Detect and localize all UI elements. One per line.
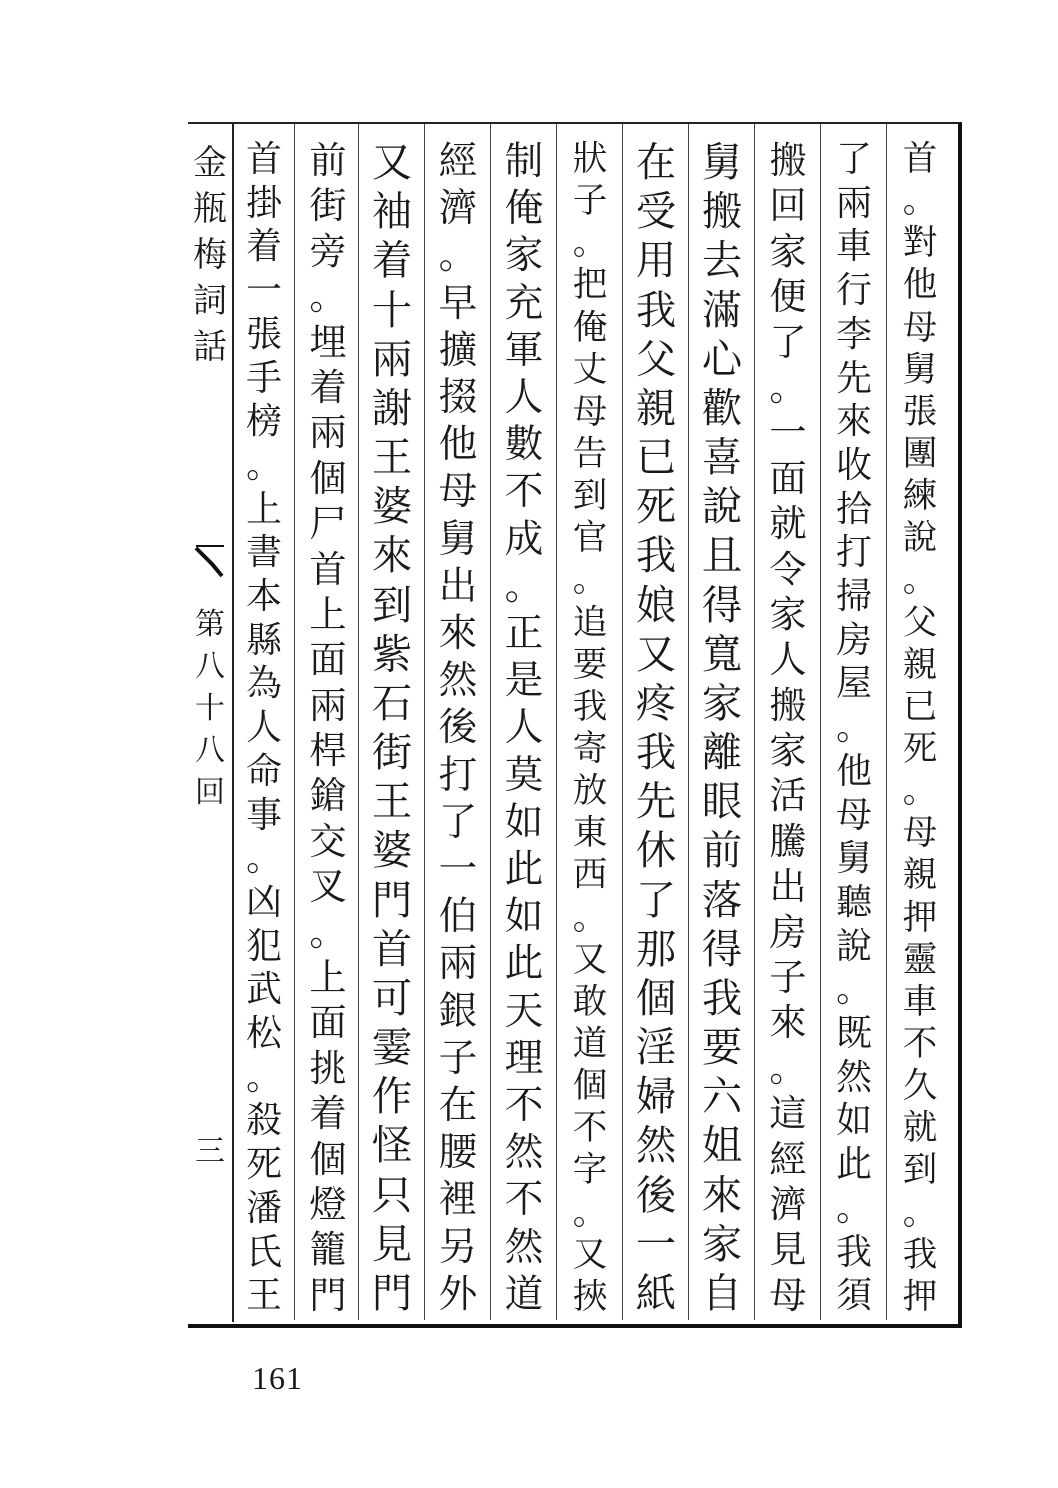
column-rule: [294, 124, 295, 1320]
banxin-chapter: 第 八 十 八 回: [195, 607, 225, 810]
text-column-11: 首 掛 着 一 張 手 榜 。 上 書 本 縣 為 人 命 事 。 凶 犯 武 松 。 殺 死 潘 氏 王: [246, 139, 282, 1317]
text-column-9: 又 袖 着 十 兩 謝 王 婆 來 到 紫 石 街 王 婆 門 首 可 霎 作 怪 只 見 門: [371, 139, 413, 1317]
text-column-7: 制 俺 家 充 軍 人 數 不 成 。 正 是 人 莫 如 此 如 此 天 理 不 然 不 然 道: [504, 139, 544, 1317]
text-column-10: 前 街 旁 。 埋 着 兩 個 尸 首 上 面 兩 桿 鎗 交 叉 。 上 面 挑 着 個 燈 籠 門: [309, 138, 347, 1317]
column-rule: [622, 124, 623, 1320]
banxin-leaf-number: 三: [195, 1134, 225, 1169]
text-column-5: 在 受 用 我 父 親 已 死 我 娘 又 疼 我 先 休 了 那 個 淫 婦 然 後 一 紙: [635, 139, 677, 1317]
text-column-2: 了 兩 車 行 李 先 來 收 拾 打 掃 房 屋 。 他 母 舅 聽 說 。 既 然 如 此 。 我 須: [836, 139, 872, 1317]
banxin-title: 金 瓶 梅 詞 話: [193, 143, 227, 367]
text-column-3: 搬 回 家 便 了 。 一 面 就 令 家 人 搬 家 活 騰 出 房 子 來 。 這 經 濟 見 母: [769, 138, 807, 1317]
column-rule: [820, 124, 821, 1320]
page-number: 161: [252, 1360, 303, 1396]
column-rule: [358, 124, 359, 1320]
text-column-4: 舅 搬 去 滿 心 歡 喜 說 且 得 寬 家 離 眼 前 落 得 我 要 六 姐 來 家 自: [701, 139, 743, 1317]
column-rule: [886, 124, 887, 1320]
fish-tail-mark-icon: [194, 542, 226, 582]
text-column-8: 經 濟 。 早 擴 掇 他 母 舅 出 來 然 後 打 了 一 伯 兩 銀 子 在 腰 裡 另 外: [438, 139, 478, 1317]
column-rule: [754, 124, 755, 1320]
column-rule: [490, 124, 491, 1320]
column-rule: [688, 124, 689, 1320]
banxin-strip: [188, 122, 234, 1322]
column-rule: [424, 124, 425, 1320]
text-column-1: 首 。 對 他 母 舅 張 團 練 說 。 父 親 已 死 。 母 親 押 靈 車 不 久 就 到 。 我 押: [902, 139, 938, 1317]
column-rule: [556, 124, 557, 1320]
text-column-6: 狀 子 。 把 俺 丈 母 告 到 官 。 追 要 我 寄 放 東 西 。 又 敢 道 個 不 字 。 又 挾: [572, 139, 608, 1317]
